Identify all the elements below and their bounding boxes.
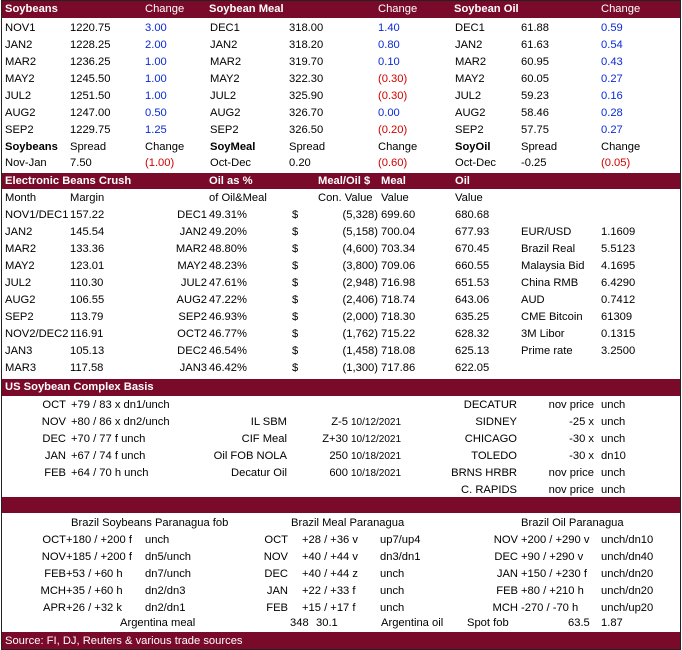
basis-date: 10/12/2021	[351, 417, 402, 428]
oil-header: Soybean Oil	[454, 3, 519, 15]
crush-meal-value: 699.60	[381, 209, 416, 221]
brazil-oil-month: NOV	[493, 534, 518, 546]
basis-bid: +64 / 70 h unch	[71, 467, 149, 479]
crush-oil-month: MAY2	[177, 260, 207, 272]
brazil-beans-bid: +185 / +200 f	[66, 551, 132, 563]
soybean-price: 1247.00	[70, 107, 111, 119]
crush-oil-pct: 46.77%	[209, 328, 247, 340]
fx-label: Malaysia Bid	[521, 260, 585, 272]
brazil-oil-change: unch/dn20	[601, 585, 654, 597]
crush-oil-value: 635.25	[455, 311, 490, 323]
meal-price: 326.50	[289, 124, 324, 136]
basis-bid: +70 / 77 f unch	[71, 433, 146, 445]
fx-label: Brazil Real	[521, 243, 576, 255]
crush-oil-value: 622.05	[455, 362, 490, 374]
spread-label: Spread	[70, 141, 107, 153]
argentina-oil-v1: 63.5	[568, 617, 590, 629]
crush-month: JAN3	[5, 345, 33, 357]
crush-margin: 133.36	[70, 243, 105, 255]
oil-month: AUG2	[455, 107, 486, 119]
crush-meal-value: 716.98	[381, 277, 416, 289]
spread-soybeans: Soybeans	[5, 141, 58, 153]
crush-margin: 105.13	[70, 345, 105, 357]
brazil-beans-month: NOV	[41, 551, 66, 563]
basis-local-change: unch	[601, 399, 626, 411]
brazil-beans-month: OCT	[42, 534, 66, 546]
crush-margin: 123.01	[70, 260, 105, 272]
brazil-meal-change: unch	[380, 585, 405, 597]
brazil-oil-bid: +200 / +290 v	[521, 534, 590, 546]
crush-conv-value: (4,600)	[342, 243, 378, 255]
conv-label: Con. Value	[318, 192, 373, 204]
crush-oil-value: 670.45	[455, 243, 490, 255]
crush-dollar: $	[292, 362, 299, 374]
basis-bid: +79 / 83 x dn1/unch	[71, 399, 170, 411]
basis-local-bid: -30 x	[569, 450, 594, 462]
brazil-oil-change: unch/dn20	[601, 568, 654, 580]
basis-date: 10/18/2021	[351, 451, 402, 462]
crush-oil-pct: 47.22%	[209, 294, 247, 306]
crush-conv-value: (5,158)	[342, 226, 378, 238]
basis-date: 10/12/2021	[351, 434, 402, 445]
fx-value: 5.5123	[601, 243, 636, 255]
crush-oil-pct: 49.20%	[209, 226, 247, 238]
crush-meal-value: 715.22	[381, 328, 416, 340]
brazil-meal-change: dn3/dn1	[380, 551, 421, 563]
basis-local-bid: nov price	[548, 467, 594, 479]
oilmeal-label: of Oil&Meal	[209, 192, 267, 204]
crush-oil-pct: 46.42%	[209, 362, 247, 374]
meal-change: (0.30)	[378, 73, 408, 85]
brazil-beans-change: dn2/dn1	[145, 602, 186, 614]
brazil-oil-title: Brazil Oil Paranagua	[521, 517, 624, 529]
soybean-price: 1245.50	[70, 73, 111, 85]
soybeans-header: Soybeans	[5, 3, 58, 15]
crush-oil-month: OCT2	[177, 328, 207, 340]
argentina-oil-spot: Spot fob	[467, 617, 509, 629]
crush-meal-value: 717.86	[381, 362, 416, 374]
oil-change: 0.54	[601, 39, 623, 51]
crush-oil-month: JAN3	[179, 362, 207, 374]
brazil-beans-month: MCH	[40, 585, 66, 597]
crush-month: MAY2	[5, 260, 35, 272]
brazil-beans-title: Brazil Soybeans Paranagua fob	[71, 517, 229, 529]
spread-change: (0.05)	[601, 157, 631, 169]
crush-meal-value: 718.74	[381, 294, 416, 306]
crush-oil-month: JAN2	[179, 226, 207, 238]
oil-month: MAY2	[455, 73, 485, 85]
argentina-meal-label: Argentina meal	[120, 617, 196, 629]
crush-conv-value: (1,300)	[342, 362, 378, 374]
change-header: Change	[601, 3, 641, 15]
basis-value: 600	[329, 467, 348, 479]
crush-oil-month: JUL2	[180, 277, 207, 289]
crush-month: MAR2	[5, 243, 37, 255]
brazil-oil-bid: +80 / +210 h	[521, 585, 584, 597]
meal-price: 322.30	[289, 73, 324, 85]
spread-change: (1.00)	[145, 157, 175, 169]
crush-oil-value: 660.55	[455, 260, 490, 272]
change-label: Change	[145, 141, 185, 153]
oil-pct-header: Oil as %	[209, 175, 253, 187]
meal-change: 0.80	[378, 39, 400, 51]
basis-title: US Soybean Complex Basis	[5, 381, 154, 393]
brazil-meal-bid: +40 / +44 z	[302, 568, 358, 580]
spread-change: (0.60)	[378, 157, 408, 169]
soybean-price: 1229.75	[70, 124, 111, 136]
crush-dollar: $	[292, 243, 299, 255]
spread-value: 7.50	[70, 157, 92, 169]
soybean-change: 1.25	[145, 124, 167, 136]
month-label: Month	[5, 192, 37, 204]
meal-price: 326.70	[289, 107, 324, 119]
crush-dollar: $	[292, 345, 299, 357]
oil-month: MAR2	[455, 56, 487, 68]
brazil-meal-bid: +15 / +17 f	[302, 602, 356, 614]
meal-month: MAY2	[210, 73, 240, 85]
basis-product: Oil FOB NOLA	[213, 450, 287, 462]
commodity-table	[1, 0, 681, 650]
crush-oil-pct: 49.31%	[209, 209, 247, 221]
basis-local-change: unch	[601, 484, 626, 496]
fx-value: 3.2500	[601, 345, 636, 357]
brazil-meal-bid: +40 / +44 v	[302, 551, 358, 563]
spread-month: Nov-Jan	[5, 157, 47, 169]
crush-conv-value: (3,800)	[342, 260, 378, 272]
basis-local-change: unch	[601, 433, 626, 445]
oil-price: 58.46	[521, 107, 549, 119]
crush-conv-value: (1,762)	[342, 328, 378, 340]
basis-value: Z-5	[331, 416, 348, 428]
meal-change: 0.00	[378, 107, 400, 119]
oil-month: JAN2	[455, 39, 483, 51]
crush-oil-pct: 48.80%	[209, 243, 247, 255]
meal-change: 1.40	[378, 22, 400, 34]
crush-conv-value: (2,406)	[342, 294, 378, 306]
basis-location: BRNS HRBR	[451, 467, 517, 479]
fx-value: 0.7412	[601, 294, 636, 306]
brazil-beans-bid: +35 / +60 h	[66, 585, 123, 597]
fx-value: 61309	[601, 311, 633, 323]
change-header: Change	[145, 3, 185, 15]
spread-month: Oct-Dec	[455, 157, 497, 169]
fx-value: 6.4290	[601, 277, 636, 289]
basis-local-bid: -25 x	[569, 416, 594, 428]
soybean-change: 1.00	[145, 56, 167, 68]
soybean-change: 3.00	[145, 22, 167, 34]
oil-price: 60.95	[521, 56, 549, 68]
value-label: Value	[455, 192, 483, 204]
spread-value: -0.25	[521, 157, 547, 169]
crush-margin: 157.22	[70, 209, 105, 221]
source-bar	[2, 632, 680, 650]
crush-meal-value: 703.34	[381, 243, 416, 255]
brazil-meal-title: Brazil Meal Paranagua	[291, 517, 405, 529]
meal-month: SEP2	[210, 124, 239, 136]
crush-oil-value: 628.32	[455, 328, 490, 340]
soybean-month: MAY2	[5, 73, 35, 85]
crush-conv-value: (1,458)	[342, 345, 378, 357]
fx-label: China RMB	[521, 277, 579, 289]
brazil-meal-bid: +28 / +36 v	[302, 534, 358, 546]
basis-local-bid: nov price	[548, 399, 594, 411]
soybean-change: 0.50	[145, 107, 167, 119]
brazil-meal-month: DEC	[264, 568, 288, 580]
futures-header-bar	[2, 1, 680, 18]
crush-dollar: $	[292, 294, 299, 306]
brazil-oil-month: DEC	[494, 551, 518, 563]
source-text: Source: FI, DJ, Reuters & various trade sources	[5, 635, 243, 647]
oil-price: 57.75	[521, 124, 549, 136]
basis-bid: +80 / 86 x dn2/unch	[71, 416, 170, 428]
fx-label: EUR/USD	[521, 226, 572, 238]
basis-location: CHICAGO	[464, 433, 517, 445]
brazil-oil-month: JAN	[496, 568, 518, 580]
crush-oil-pct: 46.54%	[209, 345, 247, 357]
meal-header: Meal	[381, 175, 406, 187]
fx-value: 0.1315	[601, 328, 636, 340]
basis-location: DECATUR	[463, 399, 517, 411]
brazil-beans-month: APR	[42, 602, 66, 614]
meal-month: DEC1	[210, 22, 240, 34]
fx-label: Prime rate	[521, 345, 573, 357]
soybean-month: JAN2	[5, 39, 33, 51]
meal-price: 325.90	[289, 90, 324, 102]
brazil-meal-bid: +22 / +33 f	[302, 585, 356, 597]
crush-dollar: $	[292, 311, 299, 323]
soybean-change: 1.00	[145, 90, 167, 102]
fx-label: 3M Libor	[521, 328, 565, 340]
crush-oil-value: 680.68	[455, 209, 490, 221]
fx-label: CME Bitcoin	[521, 311, 583, 323]
soybean-month: MAR2	[5, 56, 37, 68]
basis-header-bar	[2, 379, 680, 396]
basis-value: Z+30	[322, 433, 348, 445]
fx-value: 4.1695	[601, 260, 636, 272]
oil-price: 59.23	[521, 90, 549, 102]
change-label: Change	[378, 141, 418, 153]
brazil-beans-change: unch	[145, 534, 170, 546]
oil-month: DEC1	[455, 22, 485, 34]
oil-change: 0.28	[601, 107, 623, 119]
soybean-month: SEP2	[5, 124, 34, 136]
brazil-oil-bid: +150 / +230 f	[521, 568, 587, 580]
soybean-price: 1236.25	[70, 56, 111, 68]
crush-meal-value: 709.06	[381, 260, 416, 272]
crush-month: JAN2	[5, 226, 33, 238]
meal-header: Soybean Meal	[209, 3, 284, 15]
basis-location: SIDNEY	[475, 416, 517, 428]
brazil-oil-bid: -270 / -70 h	[521, 602, 579, 614]
meal-month: JAN2	[210, 39, 238, 51]
brazil-beans-change: dn5/unch	[145, 551, 192, 563]
argentina-meal-v2: 30.1	[316, 617, 338, 629]
basis-product: IL SBM	[250, 416, 287, 428]
oil-month: SEP2	[455, 124, 484, 136]
oil-change: 0.59	[601, 22, 623, 34]
soybean-month: AUG2	[5, 107, 36, 119]
change-label: Change	[601, 141, 641, 153]
brazil-meal-month: JAN	[266, 585, 288, 597]
crush-oil-pct: 48.23%	[209, 260, 247, 272]
crush-month: JUL2	[5, 277, 32, 289]
crush-oil-pct: 47.61%	[209, 277, 247, 289]
basis-product: Decatur Oil	[231, 467, 287, 479]
brazil-meal-change: unch	[380, 602, 405, 614]
brazil-meal-month: FEB	[266, 602, 288, 614]
basis-value: 250	[329, 450, 348, 462]
crush-oil-month: DEC1	[177, 209, 207, 221]
soybean-price: 1220.75	[70, 22, 111, 34]
crush-dollar: $	[292, 209, 299, 221]
meal-month: JUL2	[210, 90, 237, 102]
crush-month: NOV2/DEC2	[5, 328, 69, 340]
crush-margin: 106.55	[70, 294, 105, 306]
crush-conv-value: (2,000)	[342, 311, 378, 323]
crush-margin: 113.79	[70, 311, 104, 323]
basis-bid: +67 / 74 f unch	[71, 450, 146, 462]
brazil-beans-change: dn2/dn3	[145, 585, 186, 597]
soybean-price: 1251.50	[70, 90, 111, 102]
crush-margin: 116.91	[70, 328, 104, 340]
brazil-meal-change: up7/up4	[380, 534, 421, 546]
crush-margin: 117.58	[70, 362, 104, 374]
meal-price: 318.00	[289, 22, 324, 34]
basis-local-change: dn10	[601, 450, 626, 462]
crush-conv-value: (2,948)	[342, 277, 378, 289]
spread-soyoil: SoyOil	[455, 141, 491, 153]
brazil-beans-bid: +26 / +32 k	[66, 602, 122, 614]
crush-oil-month: SEP2	[178, 311, 207, 323]
spread-month: Oct-Dec	[210, 157, 252, 169]
oil-change: 0.16	[601, 90, 623, 102]
spread-label: Spread	[521, 141, 558, 153]
crush-dollar: $	[292, 277, 299, 289]
crush-dollar: $	[292, 328, 299, 340]
spread-soymeal: SoyMeal	[210, 141, 256, 153]
oil-price: 60.05	[521, 73, 549, 85]
crush-month: MAR3	[5, 362, 37, 374]
brazil-meal-change: unch	[380, 568, 405, 580]
brazil-meal-month: OCT	[264, 534, 288, 546]
crush-month: AUG2	[5, 294, 36, 306]
fx-label: AUD	[521, 294, 545, 306]
divider-bar	[2, 497, 680, 513]
brazil-oil-change: unch/dn10	[601, 534, 654, 546]
crush-oil-value: 677.93	[455, 226, 490, 238]
meal-price: 318.20	[289, 39, 324, 51]
meal-month: MAR2	[210, 56, 242, 68]
spread-label: Spread	[289, 141, 326, 153]
basis-month: OCT	[42, 399, 66, 411]
crush-header-bar	[2, 173, 680, 189]
crush-dollar: $	[292, 226, 299, 238]
crush-margin: 110.30	[70, 277, 104, 289]
oil-change: 0.27	[601, 124, 623, 136]
oil-price: 61.63	[521, 39, 549, 51]
basis-location: TOLEDO	[471, 450, 517, 462]
crush-month: SEP2	[5, 311, 34, 323]
basis-month: FEB	[44, 467, 66, 479]
argentina-oil-label: Argentina oil	[381, 617, 444, 629]
crush-month: NOV1/DEC1	[5, 209, 69, 221]
brazil-oil-bid: +90 / +290 v	[521, 551, 584, 563]
brazil-oil-month: MCH	[492, 602, 518, 614]
oil-header: Oil	[455, 175, 470, 187]
soybean-month: NOV1	[5, 22, 36, 34]
crush-meal-value: 700.04	[381, 226, 416, 238]
crush-dollar: $	[292, 260, 299, 272]
brazil-oil-change: unch/dn40	[601, 551, 654, 563]
soybean-price: 1228.25	[70, 39, 111, 51]
meal-price: 319.70	[289, 56, 324, 68]
crush-conv-value: (5,328)	[342, 209, 378, 221]
basis-local-change: unch	[601, 416, 626, 428]
meal-change: (0.20)	[378, 124, 408, 136]
oil-price: 61.88	[521, 22, 549, 34]
oil-month: JUL2	[455, 90, 482, 102]
basis-month: DEC	[42, 433, 66, 445]
soybean-change: 1.00	[145, 73, 167, 85]
basis-local-bid: nov price	[548, 484, 594, 496]
brazil-oil-month: FEB	[496, 585, 518, 597]
crush-oil-month: MAR2	[175, 243, 207, 255]
crush-oil-value: 643.06	[455, 294, 490, 306]
change-header: Change	[378, 3, 418, 15]
meal-change: 0.10	[378, 56, 400, 68]
meal-month: AUG2	[210, 107, 241, 119]
soybean-month: JUL2	[5, 90, 32, 102]
basis-local-bid: -30 x	[569, 433, 594, 445]
basis-month: NOV	[41, 416, 66, 428]
crush-oil-pct: 46.93%	[209, 311, 247, 323]
crush-oil-month: AUG2	[176, 294, 207, 306]
spread-value: 0.20	[289, 157, 311, 169]
meal-change: (0.30)	[378, 90, 408, 102]
brazil-meal-month: NOV	[263, 551, 288, 563]
brazil-beans-month: FEB	[44, 568, 66, 580]
brazil-beans-bid: +180 / +200 f	[66, 534, 132, 546]
value-label: Value	[381, 192, 409, 204]
crush-oil-value: 651.53	[455, 277, 490, 289]
fx-value: 1.1609	[601, 226, 636, 238]
basis-local-change: unch	[601, 467, 626, 479]
basis-product: CIF Meal	[241, 433, 287, 445]
margin-label: Margin	[70, 192, 105, 204]
crush-margin: 145.54	[70, 226, 105, 238]
crush-oil-value: 625.13	[455, 345, 490, 357]
crush-title: Electronic Beans Crush	[5, 175, 132, 187]
basis-location: C. RAPIDS	[461, 484, 517, 496]
basis-month: JAN	[44, 450, 66, 462]
argentina-meal-v1: 348	[290, 617, 309, 629]
oil-change: 0.43	[601, 56, 623, 68]
basis-date: 10/18/2021	[351, 468, 402, 479]
soybean-change: 2.00	[145, 39, 167, 51]
argentina-oil-v2: 1.87	[601, 617, 623, 629]
oil-change: 0.27	[601, 73, 623, 85]
crush-meal-value: 718.08	[381, 345, 416, 357]
brazil-beans-change: dn7/unch	[145, 568, 192, 580]
brazil-beans-bid: +53 / +60 h	[66, 568, 123, 580]
brazil-oil-change: unch/up20	[601, 602, 654, 614]
crush-meal-value: 718.30	[381, 311, 416, 323]
crush-oil-month: DEC2	[177, 345, 207, 357]
meal-oil-header: Meal/Oil $	[318, 175, 371, 187]
